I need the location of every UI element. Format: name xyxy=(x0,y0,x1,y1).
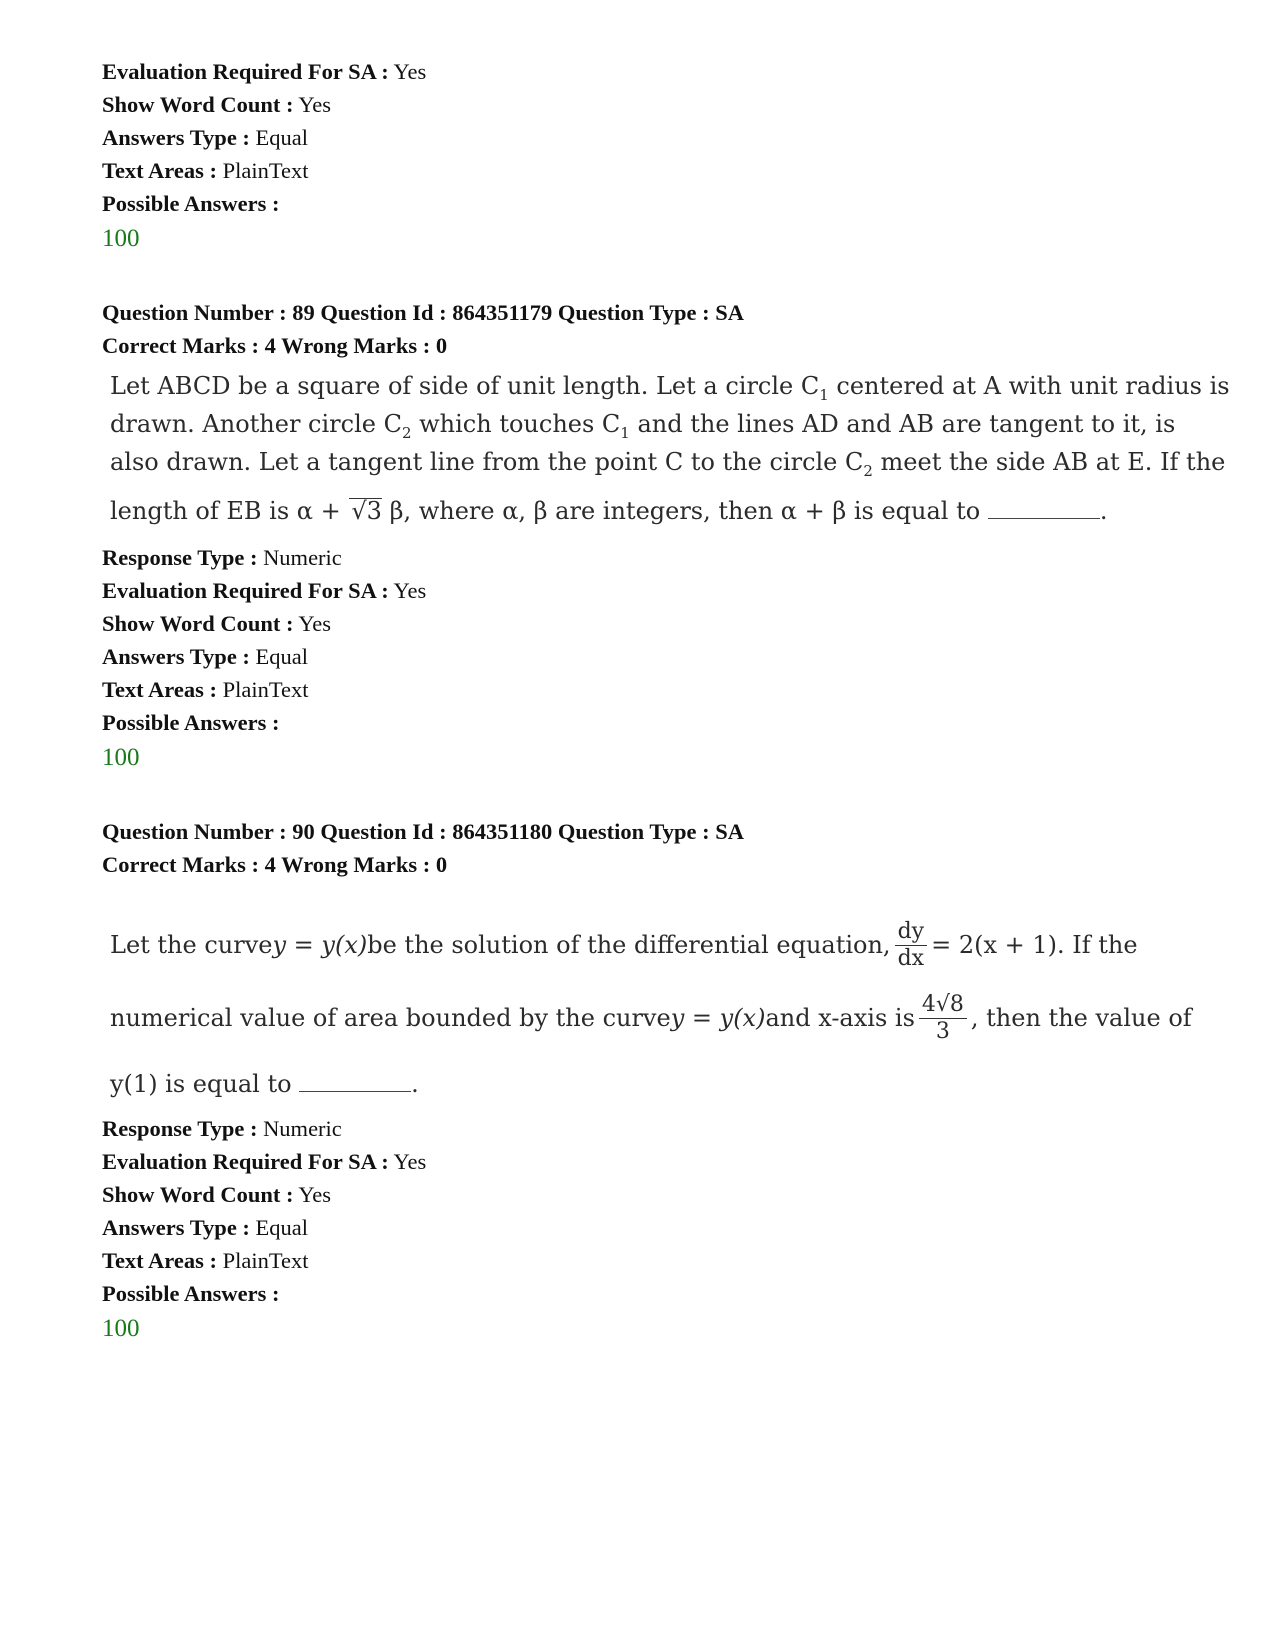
answer-blank xyxy=(988,518,1100,519)
q89-meta-block xyxy=(102,541,426,777)
q90-question-text xyxy=(110,915,1196,1135)
meta-line xyxy=(102,607,426,640)
text-run: = 2(x + 1). If the xyxy=(931,931,1138,959)
subscript: 1 xyxy=(819,386,829,404)
meta-value: Equal xyxy=(255,125,309,150)
text-run: . xyxy=(1099,497,1108,525)
q89-text-line xyxy=(110,410,1196,442)
meta-line xyxy=(102,1211,426,1244)
meta-label: Possible Answers : xyxy=(102,191,280,216)
math-expression: y = y(x) xyxy=(272,931,368,959)
meta-value: Yes xyxy=(298,1182,332,1207)
text-run: y(1) is equal to xyxy=(110,1070,300,1098)
meta-label: Text Areas : xyxy=(102,677,217,702)
text-run: length of EB is α + xyxy=(110,497,349,525)
meta-label: Possible Answers : xyxy=(102,1281,280,1306)
meta-value: Yes xyxy=(393,59,427,84)
meta-label: Evaluation Required For SA : xyxy=(102,59,389,84)
meta-line xyxy=(102,640,426,673)
fraction-dy-dx xyxy=(895,919,928,972)
q89-text-line xyxy=(110,372,1230,404)
fraction-numerator: 4√8 xyxy=(919,992,967,1019)
fraction-area xyxy=(919,992,967,1045)
meta-label: Answers Type : xyxy=(102,1215,250,1240)
meta-value: Equal xyxy=(255,644,309,669)
meta-label: Show Word Count : xyxy=(102,92,294,117)
q90-text-line xyxy=(110,915,1138,975)
meta-label: Answers Type : xyxy=(102,125,250,150)
q90-header-line2: Correct Marks : 4 Wrong Marks : 0 xyxy=(102,852,448,877)
fraction-denominator: 3 xyxy=(935,1018,950,1044)
text-run: which touches C xyxy=(411,410,621,438)
text-run: Let the curve xyxy=(110,931,273,959)
text-run: and x-axis is xyxy=(765,1004,915,1032)
text-run: drawn. Another circle C xyxy=(110,410,402,438)
text-run: Let ABCD be a square of side of unit length. Let a circle C xyxy=(110,372,820,400)
q90-header xyxy=(102,815,744,881)
q89-header-line2: Correct Marks : 4 Wrong Marks : 0 xyxy=(102,333,448,358)
meta-label: Text Areas : xyxy=(102,1248,217,1273)
meta-line xyxy=(102,706,426,739)
fraction-denominator: dx xyxy=(897,945,925,971)
q90-meta-block xyxy=(102,1112,426,1348)
meta-line xyxy=(102,1244,426,1277)
q89-question-text xyxy=(110,372,1230,532)
meta-value: Numeric xyxy=(263,1116,342,1141)
q89-text-seg xyxy=(110,372,1230,404)
math-expression: y = y(x) xyxy=(670,1004,766,1032)
possible-answer: 100 xyxy=(102,1315,140,1342)
meta-label: Answers Type : xyxy=(102,644,250,669)
top-meta-block xyxy=(102,55,426,258)
meta-label: Show Word Count : xyxy=(102,611,294,636)
meta-value: Yes xyxy=(393,1149,427,1174)
meta-line xyxy=(102,574,426,607)
meta-line xyxy=(102,1178,426,1211)
meta-line xyxy=(102,187,426,220)
meta-label: Response Type : xyxy=(102,1116,258,1141)
q89-text-line xyxy=(110,497,1107,525)
meta-line xyxy=(102,88,426,121)
text-run: . xyxy=(411,1070,419,1098)
text-run: also drawn. Let a tangent line from the point C to the circle C xyxy=(110,448,864,476)
meta-label: Text Areas : xyxy=(102,158,217,183)
meta-line xyxy=(102,121,426,154)
text-run: centered at A with unit radius is xyxy=(828,372,1230,400)
subscript: 1 xyxy=(620,424,630,442)
answer-blank xyxy=(299,1091,411,1092)
q89-text-line xyxy=(110,448,1226,480)
possible-answer: 100 xyxy=(102,744,140,771)
meta-label: Response Type : xyxy=(102,545,258,570)
possible-answer: 100 xyxy=(102,225,140,252)
q90-text-line xyxy=(110,1070,419,1098)
meta-line xyxy=(102,541,426,574)
text-run: be the solution of the differential equation, xyxy=(367,931,891,959)
meta-value: Yes xyxy=(298,92,332,117)
q89-header-line1: Question Number : 89 Question Id : 864351179 Question Type : SA xyxy=(102,300,744,325)
meta-value: Yes xyxy=(393,578,427,603)
meta-label: Show Word Count : xyxy=(102,1182,294,1207)
meta-line xyxy=(102,1112,426,1145)
fraction-numerator: dy xyxy=(895,919,928,946)
meta-value: PlainText xyxy=(222,677,309,702)
text-run: and the lines AD and AB are tangent to it, is xyxy=(629,410,1176,438)
meta-value: Yes xyxy=(298,611,332,636)
meta-value: PlainText xyxy=(222,158,309,183)
subscript: 2 xyxy=(401,424,412,442)
q90-text-line xyxy=(110,983,1192,1053)
meta-label: Evaluation Required For SA : xyxy=(102,1149,389,1174)
meta-line xyxy=(102,154,426,187)
meta-line xyxy=(102,1277,426,1310)
q90-header-line1: Question Number : 90 Question Id : 864351180 Question Type : SA xyxy=(102,819,744,844)
text-run: β, where α, β are integers, then α + β is equal to xyxy=(381,497,988,525)
meta-line xyxy=(102,673,426,706)
meta-label: Evaluation Required For SA : xyxy=(102,578,389,603)
text-run: meet the side AB at E. If the xyxy=(872,448,1226,476)
meta-line xyxy=(102,1145,426,1178)
meta-label: Possible Answers : xyxy=(102,710,280,735)
text-run: , then the value of xyxy=(970,1004,1192,1032)
subscript: 2 xyxy=(863,462,873,480)
meta-line xyxy=(102,55,426,88)
sqrt-expression: √3 xyxy=(351,497,382,525)
meta-value: Numeric xyxy=(263,545,342,570)
q89-header xyxy=(102,296,744,362)
meta-value: PlainText xyxy=(222,1248,309,1273)
text-run: numerical value of area bounded by the curve xyxy=(110,1004,671,1032)
meta-value: Equal xyxy=(255,1215,309,1240)
